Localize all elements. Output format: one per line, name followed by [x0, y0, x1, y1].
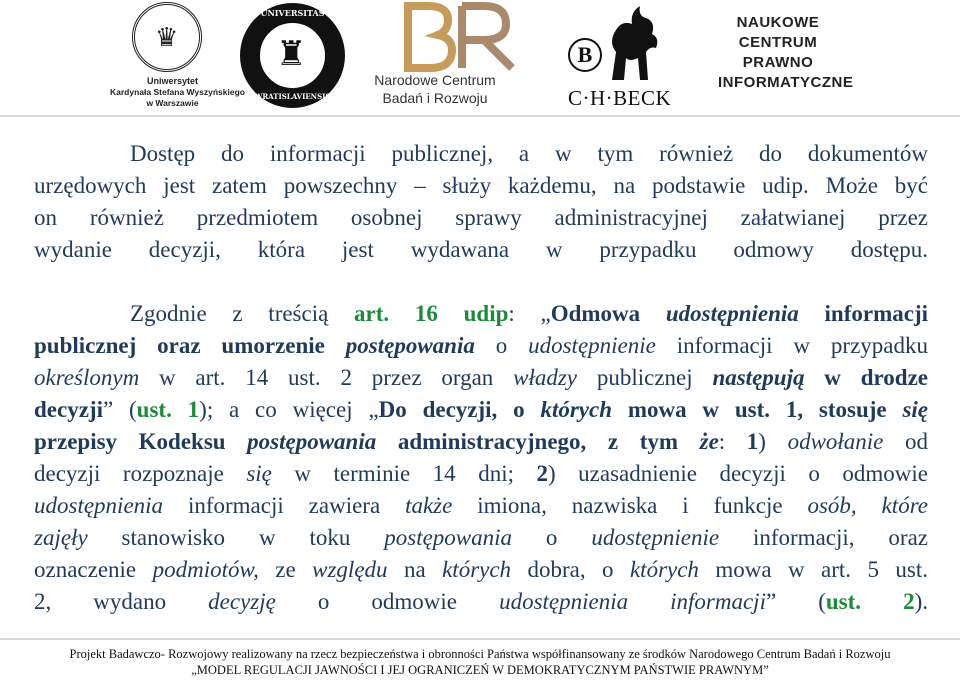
paragraph-1	[34, 138, 928, 266]
ncbr-logo	[370, 2, 530, 110]
paragraph-2	[34, 298, 928, 618]
paragraph-2-line: udostępnienia informacji zawiera także imiona, nazwiska i funkcje osób, które	[34, 493, 929, 518]
ncbr-br-mark-icon	[400, 2, 520, 72]
beck-name: C·H·BECK	[568, 86, 672, 110]
paragraph-1-line: on również przedmiotem osobnej sprawy administracyjnej załatwianej przez	[34, 205, 928, 230]
article-reference: ust. 1	[136, 397, 200, 422]
eagle-icon: ♜	[276, 36, 307, 73]
article-reference: ust. 2	[825, 589, 915, 614]
ncpi-line-1: NAUKOWE	[736, 14, 820, 31]
paragraph-2-line: określonym w art. 14 ust. 2 przez organ władzy publicznej następują w drodze	[34, 365, 928, 390]
paragraph-2-line: Zgodnie z treścią art. 16 udip: „Odmowa udostępnienia informacji	[130, 301, 929, 326]
header-logos	[0, 0, 960, 112]
paragraph-2-line: decyzji rozpoznaje się w terminie 14 dni; 2) uzasadnienie decyzji o odmowie	[34, 461, 928, 486]
footer-model-title: „MODEL REGULACJI JAWNOŚCI I JEJ OGRANICZEŃ W DEMOKRATYCZNYM PAŃSTWIE PRAWNYM”	[191, 663, 769, 677]
ncbr-line-2: Badań i Rozwoju	[382, 90, 488, 106]
paragraph-2-line: 2, wydano decyzję o odmowie udostępnienia informacji” (ust. 2).	[34, 589, 928, 614]
uwr-logo	[240, 3, 345, 108]
paragraph-1-line: urzędowych jest zatem powszechny – służy każdemu, na podstawie udip. Może być	[34, 173, 928, 198]
uwr-ring-top: UNIVERSITAS	[260, 8, 325, 18]
ncpi-line-3: PRAWNO	[742, 54, 814, 71]
paragraph-2-line: decyzji” (ust. 1); a co więcej „Do decyzji, o których mowa w ust. 1, stosuje się	[34, 397, 929, 422]
griffin-icon	[602, 2, 662, 82]
ncpi-logo	[718, 14, 854, 94]
paragraph-1-line: Dostęp do informacji publicznej, a w tym również do dokumentów	[130, 141, 928, 166]
paragraph-2-line: zajęły stanowisko w toku postępowania o udostępnienie informacji, oraz	[34, 525, 928, 550]
uksw-line-1: Uniwersytet	[146, 76, 199, 86]
ncpi-line-2: CENTRUM	[738, 34, 818, 51]
paragraph-2-line: oznaczenie podmiotów, ze względu na których dobra, o których mowa w art. 5 ust.	[34, 557, 928, 582]
footer-divider	[0, 638, 960, 640]
uwr-seal	[240, 3, 345, 108]
uksw-line-3: w Warszawie	[146, 98, 199, 108]
beck-logo	[568, 2, 672, 110]
beck-b-emblem: B	[568, 38, 602, 72]
uksw-seal	[132, 2, 202, 72]
slide-body	[34, 138, 928, 618]
paragraph-2-line: przepisy Kodeksu postępowania administracyjnego, z tym że: 1) odwołanie od	[34, 429, 929, 454]
paragraph-2-line: publicznej oraz umorzenie postępowania o udostępnienie informacji w przypadku	[34, 333, 928, 358]
uwr-ring-bottom: WRATISLAVIENSIS	[254, 92, 331, 101]
footer-project-line: Projekt Badawczo- Rozwojowy realizowany na rzecz bezpieczeństwa i obronności Państwa współfinansowany ze środków Narodowego Centrum Badań i Rozwoju	[69, 647, 891, 661]
footer	[0, 646, 960, 678]
uksw-logo	[110, 2, 245, 114]
eagle-icon: ♛	[155, 23, 179, 52]
uksw-line-2: Kardynała Stefana Wyszyńskiego	[110, 87, 245, 97]
ncbr-line-1: Narodowe Centrum	[374, 72, 496, 88]
ncpi-line-4: INFORMATYCZNE	[718, 74, 854, 91]
article-reference: art. 16 udip	[354, 301, 509, 326]
paragraph-1-line: wydanie decyzji, która jest wydawana w przypadku odmowy dostępu.	[34, 237, 928, 262]
header-divider	[0, 115, 960, 117]
